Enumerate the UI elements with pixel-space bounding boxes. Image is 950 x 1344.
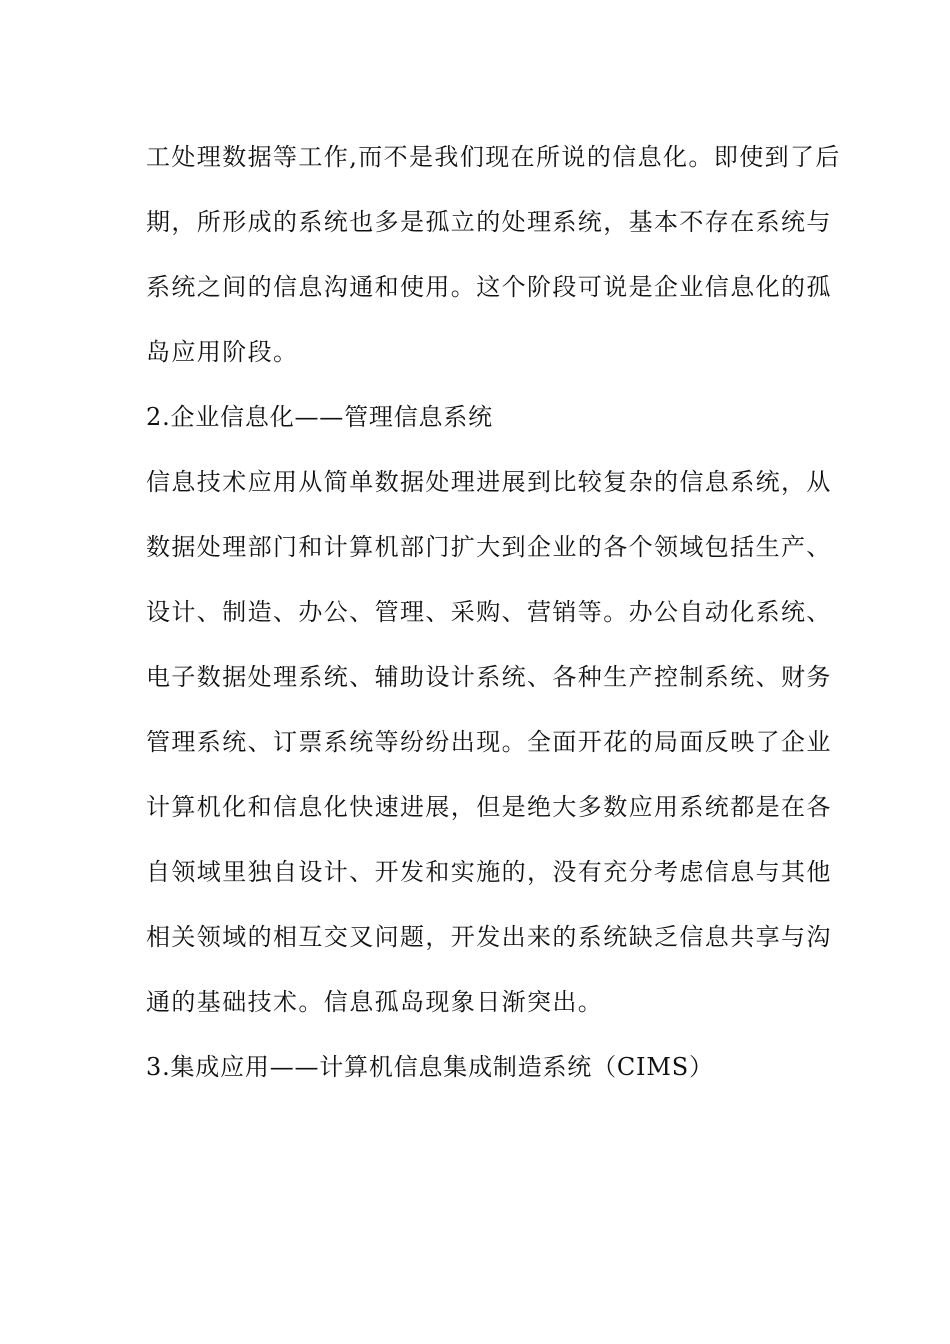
section-heading: 2.企业信息化——管理信息系统 <box>146 403 493 431</box>
paragraph-line: 期，所形成的系统也多是孤立的处理系统，基本不存在系统与 <box>146 208 832 236</box>
paragraph-line: 相关领域的相互交叉问题，开发出来的系统缺乏信息共享与沟 <box>146 923 832 951</box>
document-body <box>146 125 841 1100</box>
paragraph-line: 计算机化和信息化快速进展，但是绝大多数应用系统都是在各 <box>146 793 832 821</box>
paragraph-line: 电子数据处理系统、辅助设计系统、各种生产控制系统、财务 <box>146 663 832 691</box>
paragraph-line: 系统之间的信息沟通和使用。这个阶段可说是企业信息化的孤 <box>146 273 832 301</box>
paragraph-line: 信息技术应用从简单数据处理进展到比较复杂的信息系统，从 <box>146 468 832 496</box>
section-heading: 3.集成应用——计算机信息集成制造系统（CIMS） <box>146 1053 714 1081</box>
paragraph-line: 数据处理部门和计算机部门扩大到企业的各个领域包括生产、 <box>146 533 832 561</box>
paragraph-line: 岛应用阶段。 <box>146 338 299 366</box>
paragraph-line: 自领域里独自设计、开发和实施的，没有充分考虑信息与其他 <box>146 858 832 886</box>
paragraph-line: 设计、制造、办公、管理、采购、营销等。办公自动化系统、 <box>146 598 832 626</box>
paragraph-line: 通的基础技术。信息孤岛现象日渐突出。 <box>146 988 604 1016</box>
paragraph-line: 工处理数据等工作,而不是我们现在所说的信息化。即使到了后 <box>146 143 841 171</box>
paragraph-line: 管理系统、订票系统等纷纷出现。全面开花的局面反映了企业 <box>146 728 832 756</box>
